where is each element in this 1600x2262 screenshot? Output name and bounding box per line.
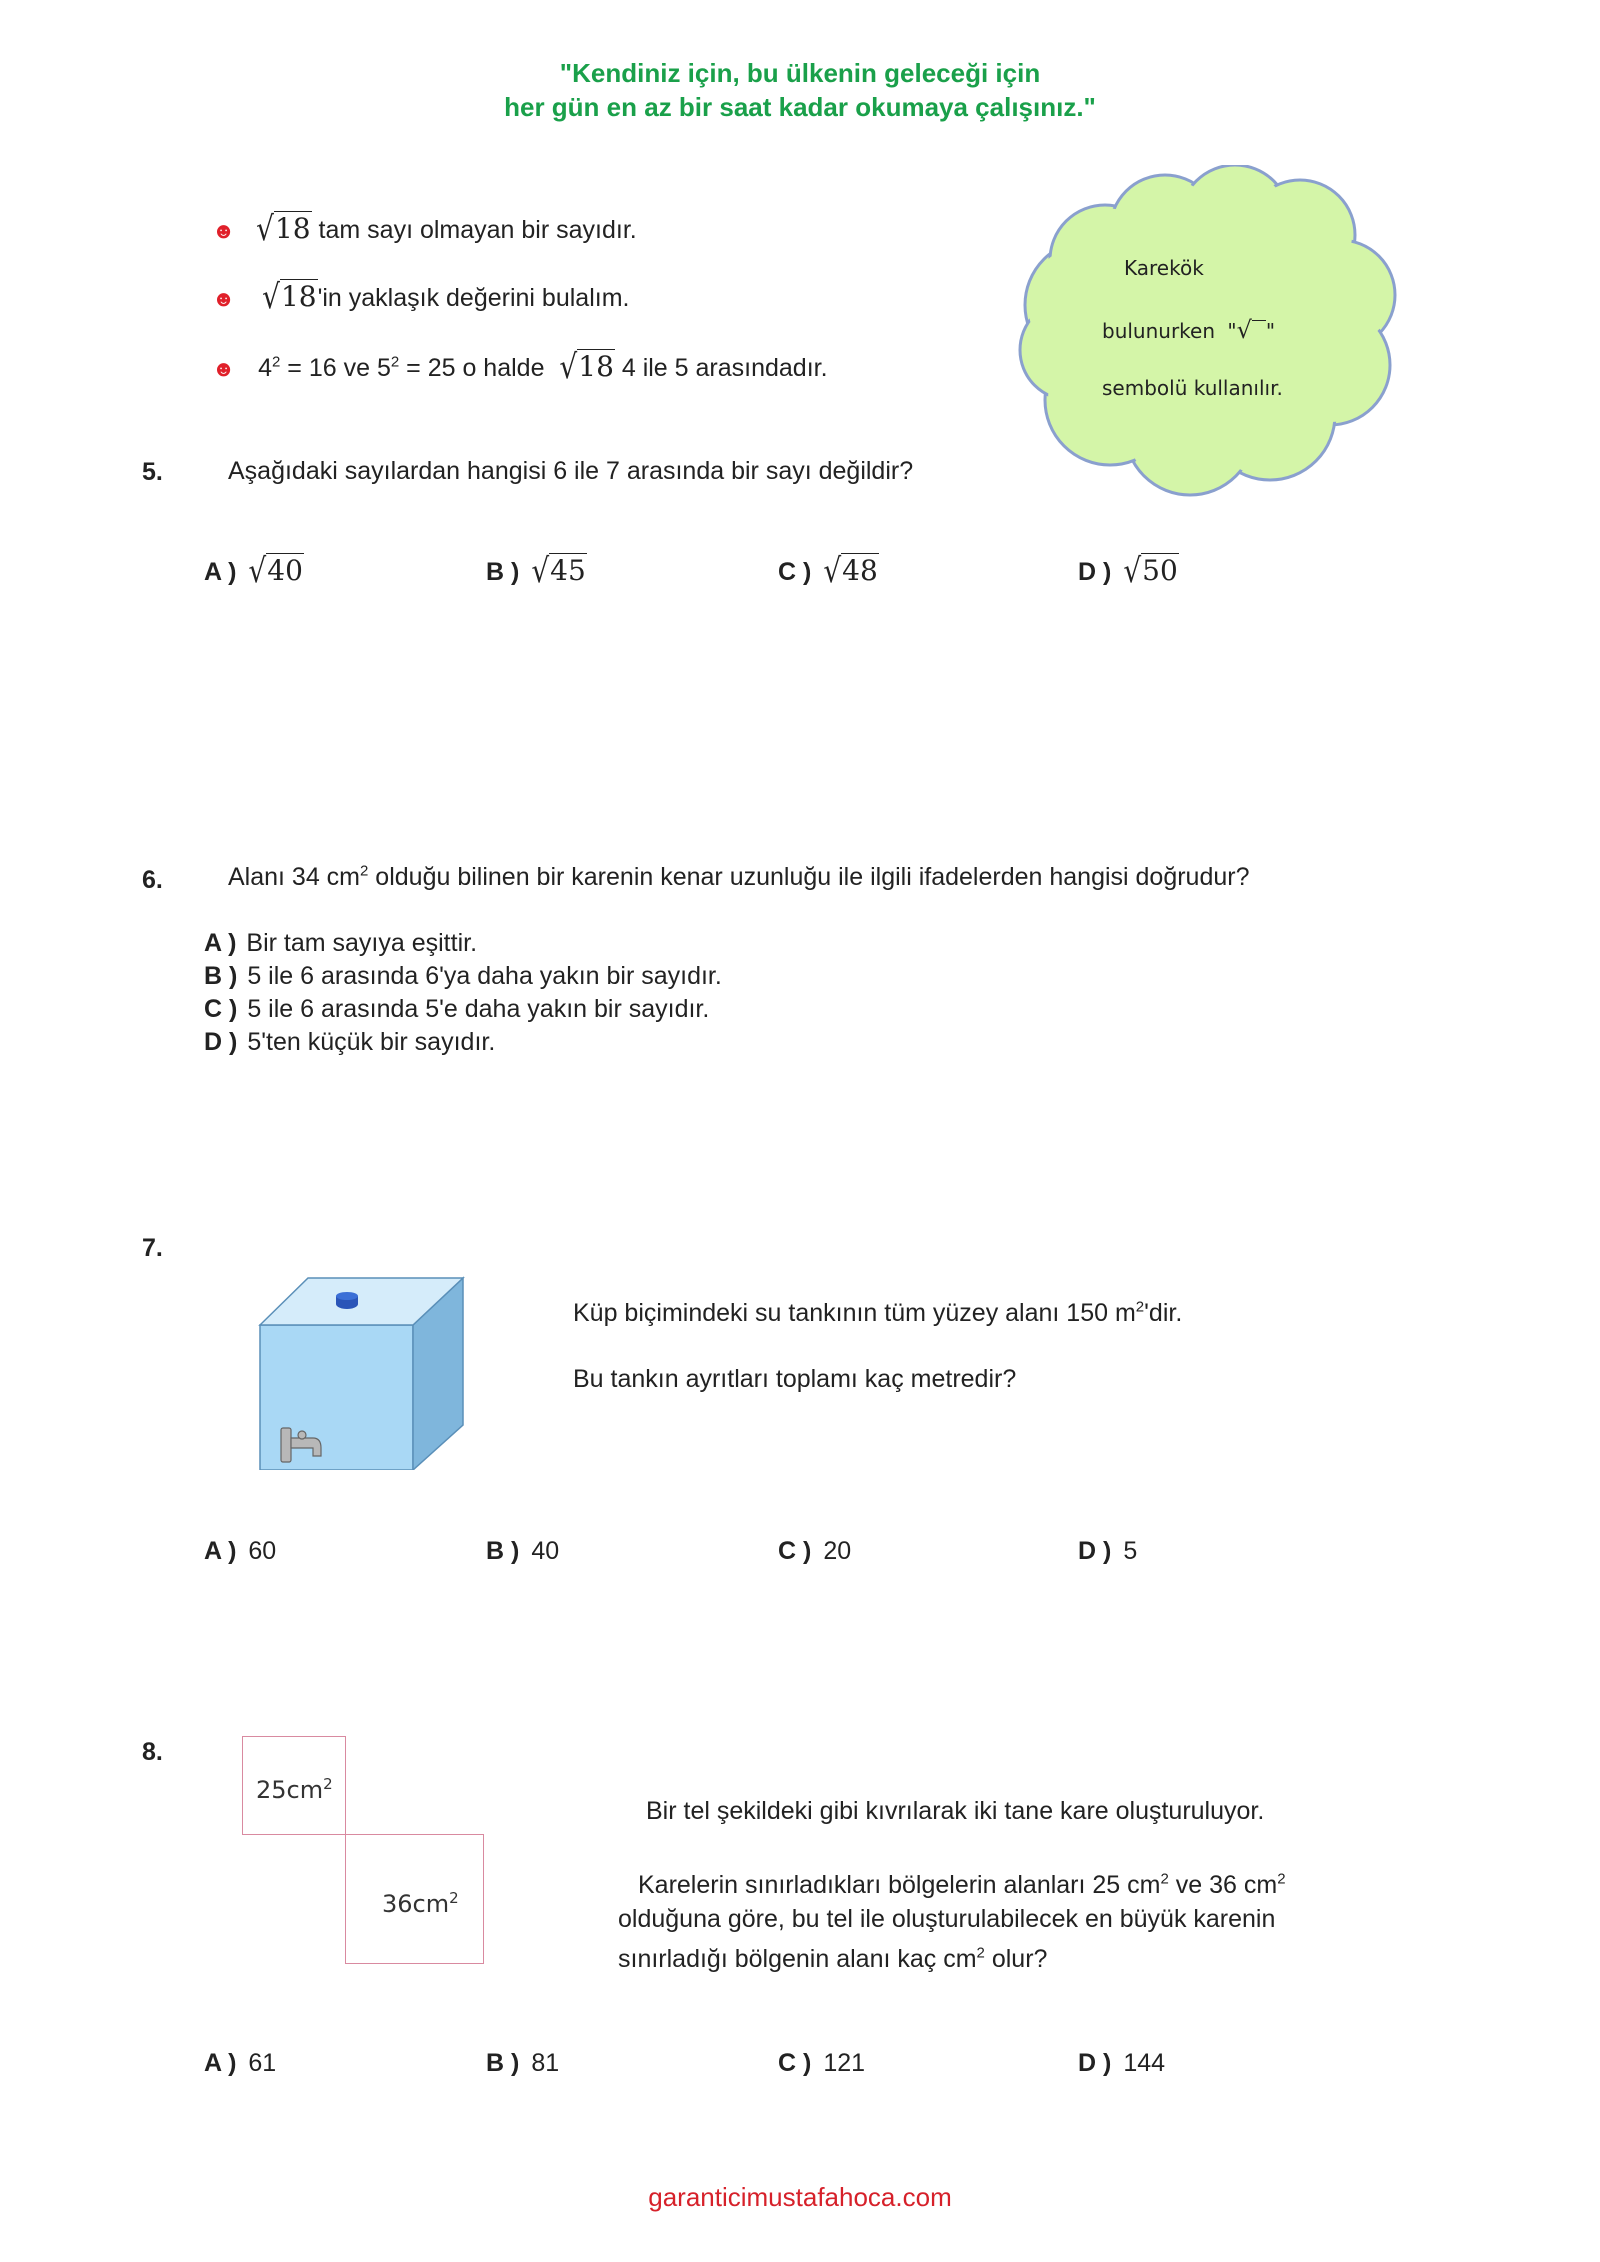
q7-option-a[interactable] (204, 1536, 276, 1566)
question-7-line-1 (573, 1298, 1182, 1328)
option-text: 40 (531, 1537, 560, 1565)
question-7-line-2: Bu tankın ayrıtları toplamı kaç metredir? (573, 1365, 1017, 1393)
intro-line-3 (212, 346, 828, 387)
square-2-label (382, 1890, 459, 1918)
intro-text-1: tam sayı olmayan bir sayıdır. (311, 216, 637, 244)
q6-text-a: Alanı 34 cm (228, 863, 361, 891)
cloud-text-3: sembolü kullanılır. (1102, 376, 1283, 400)
option-label: D ) (204, 1028, 238, 1056)
q7-option-c[interactable] (778, 1536, 851, 1566)
sqrt-symbol-icon: √ (1236, 316, 1252, 344)
sq2-area: 36cm (382, 1890, 450, 1918)
q8-text-2b: ve 36 cm (1168, 1871, 1278, 1899)
square-1-label (256, 1776, 333, 1804)
cloud-quote-open: " (1227, 319, 1237, 343)
question-6-text (228, 862, 1250, 892)
exponent: 2 (272, 353, 281, 371)
smiley-bullet-icon: ☻ (212, 218, 236, 243)
exponent: 2 (1277, 1870, 1286, 1888)
question-8-line-3: olduğuna göre, bu tel ile oluşturulabilecek en büyük karenin (618, 1905, 1276, 1933)
option-text: 5 ile 6 arasında 5'e daha yakın bir sayıdır. (247, 995, 710, 1023)
q8-option-a[interactable] (204, 2048, 276, 2078)
option-label: B ) (486, 558, 520, 586)
q7-text-a: Küp biçimindeki su tankının tüm yüzey alanı 150 m (573, 1299, 1136, 1327)
question-number-6: 6. (142, 866, 163, 894)
question-8-line-4 (618, 1944, 1047, 1974)
q5-option-d[interactable] (1078, 550, 1179, 591)
question-8-line-1: Bir tel şekildeki gibi kıvrılarak iki tane kare oluşturuluyor. (646, 1797, 1265, 1825)
option-label: D ) (1078, 2049, 1112, 2077)
option-text: 5 ile 6 arasında 6'ya daha yakın bir sayıdır. (247, 962, 722, 990)
q5-option-c[interactable] (778, 550, 879, 591)
footer-site[interactable]: garanticimustafahoca.com (648, 2182, 952, 2212)
sqrt-expression: √45 (531, 550, 586, 591)
question-number-5: 5. (142, 458, 163, 486)
quote-line-1: "Kendiniz için, bu ülkenin geleceği için (559, 58, 1041, 88)
exponent: 2 (360, 862, 369, 880)
option-label: D ) (1078, 1537, 1112, 1565)
intro-text-2: 'in yaklaşık değerini bulalım. (317, 284, 630, 312)
q7-option-d[interactable] (1078, 1536, 1137, 1566)
exponent: 2 (449, 1889, 459, 1907)
option-text: 121 (823, 2049, 866, 2077)
radicand: 45 (550, 554, 586, 587)
q6-option-b[interactable] (204, 961, 722, 991)
exponent: 2 (1135, 1298, 1145, 1316)
cloud-text-1: Karekök (1124, 256, 1204, 280)
q6-option-a[interactable] (204, 928, 477, 958)
option-label: B ) (204, 962, 238, 990)
option-text: 5'ten küçük bir sayıdır. (247, 1028, 496, 1056)
q8-text-4a: sınırladığı bölgenin alanı kaç cm (618, 1945, 977, 1973)
q5-option-b[interactable] (486, 550, 587, 591)
cloud-shape-icon (1010, 165, 1410, 525)
intro-text-3b: = 16 ve 5 (280, 354, 391, 382)
exponent: 2 (323, 1775, 333, 1793)
exponent: 2 (1160, 1870, 1169, 1888)
intro-text-3d: 4 ile 5 arasındadır. (614, 354, 828, 382)
q6-option-c[interactable] (204, 994, 709, 1024)
option-text: Bir tam sayıya eşittir. (246, 929, 478, 957)
sq1-area: 25cm (256, 1776, 324, 1804)
q7-text-b: 'dir. (1144, 1299, 1183, 1327)
sqrt-expression: √48 (823, 550, 878, 591)
radicand: 40 (267, 554, 303, 587)
radicand: 48 (842, 554, 878, 587)
sqrt-expression: √18 (559, 346, 614, 387)
option-label: A ) (204, 1537, 237, 1565)
q8-option-c[interactable] (778, 2048, 865, 2078)
intro-text-3c: = 25 o halde (399, 354, 552, 382)
option-label: C ) (204, 995, 238, 1023)
q8-text-4b: olur? (984, 1945, 1048, 1973)
option-label: B ) (486, 2049, 520, 2077)
intro-text-3a: 4 (258, 354, 273, 382)
option-text: 61 (248, 2049, 277, 2077)
option-label: C ) (778, 1537, 812, 1565)
option-text: 81 (531, 2049, 560, 2077)
radicand: 50 (1142, 554, 1178, 587)
exponent: 2 (390, 353, 400, 371)
option-label: D ) (1078, 558, 1112, 586)
question-number-7: 7. (142, 1234, 163, 1262)
option-label: C ) (778, 558, 812, 586)
smiley-bullet-icon: ☻ (212, 286, 236, 311)
cloud-text-2 (1102, 316, 1275, 344)
q8-option-d[interactable] (1078, 2048, 1165, 2078)
q8-text-2a: Karelerin sınırladıkları bölgelerin alanları 25 cm (638, 1871, 1161, 1899)
option-text: 20 (823, 1537, 852, 1565)
sqrt-expression: √50 (1123, 550, 1178, 591)
option-label: A ) (204, 2049, 237, 2077)
sqrt-expression: √18 (256, 208, 311, 249)
question-5-text: Aşağıdaki sayılardan hangisi 6 ile 7 arasında bir sayı değildir? (228, 457, 914, 485)
q7-option-b[interactable] (486, 1536, 559, 1566)
option-text: 60 (248, 1537, 277, 1565)
option-label: A ) (204, 558, 237, 586)
option-label: B ) (486, 1537, 520, 1565)
intro-line-1 (212, 208, 637, 249)
exponent: 2 (976, 1944, 985, 1962)
cloud-text-2a: bulunurken (1102, 319, 1222, 343)
sqrt-expression: √40 (248, 550, 303, 591)
q5-option-a[interactable] (204, 550, 304, 591)
quote-line-2: her gün en az bir saat kadar okumaya çalışınız." (504, 92, 1096, 122)
option-text: 5 (1123, 1537, 1138, 1565)
intro-line-2 (212, 276, 630, 317)
option-label: C ) (778, 2049, 812, 2077)
water-tank-icon (255, 1270, 470, 1470)
question-number-8: 8. (142, 1738, 163, 1766)
sqrt-bar (1252, 320, 1266, 321)
option-label: A ) (204, 929, 237, 957)
sqrt-expression: √18 (262, 276, 317, 317)
q8-option-b[interactable] (486, 2048, 559, 2078)
q6-text-b: olduğu bilinen bir karenin kenar uzunluğu ile ilgili ifadelerden hangisi doğrudur? (368, 863, 1250, 891)
option-text: 144 (1123, 2049, 1166, 2077)
cloud-quote-close: " (1265, 319, 1276, 343)
question-8-line-2 (638, 1870, 1286, 1900)
q6-option-d[interactable] (204, 1027, 495, 1057)
smiley-bullet-icon: ☻ (212, 356, 236, 381)
